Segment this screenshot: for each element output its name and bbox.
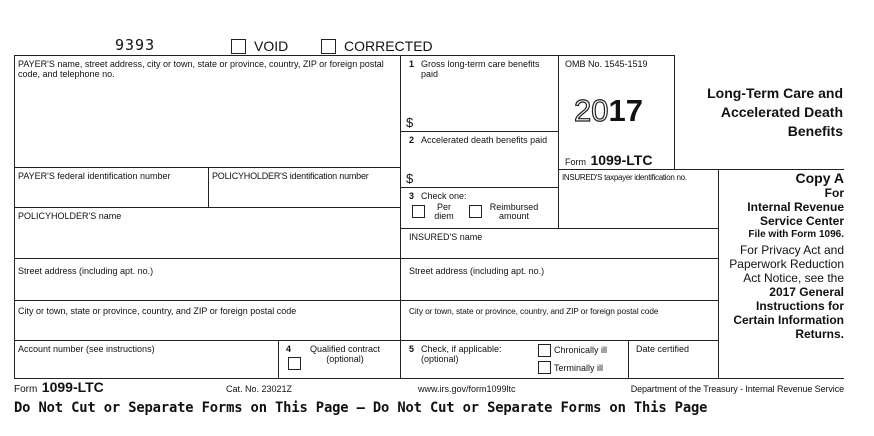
box2-label: Accelerated death benefits paid bbox=[421, 135, 548, 145]
grid-line bbox=[718, 169, 719, 378]
policyholder-name-label: POLICYHOLDER'S name bbox=[18, 211, 122, 221]
policyholder-city-label: City or town, state or province, country, and ZIP or foreign postal code bbox=[18, 306, 297, 316]
grid-line bbox=[208, 167, 209, 207]
void-checkbox[interactable] bbox=[231, 39, 246, 54]
copy-irs-center: Internal Revenue Service Center bbox=[747, 200, 844, 228]
copy-instructions: 2017 General Instructions for Certain Information Returns. bbox=[733, 285, 844, 341]
box1-currency: $ bbox=[406, 115, 414, 130]
form-id-prefix: Form bbox=[565, 157, 586, 167]
grid-line bbox=[14, 55, 15, 378]
box3-number: 3 bbox=[409, 191, 415, 201]
copy-heading: Copy A bbox=[795, 170, 844, 186]
footer-form-name: 1099-LTC bbox=[41, 379, 104, 395]
box2-number: 2 bbox=[409, 135, 415, 145]
per-diem-label: Per diem bbox=[434, 202, 454, 221]
copy-file-with: File with Form 1096. bbox=[748, 229, 844, 240]
box5-label: Check, if applicable: (optional) bbox=[421, 344, 502, 364]
box1-number: 1 bbox=[409, 59, 415, 69]
per-diem-checkbox[interactable] bbox=[412, 205, 425, 218]
copy-for: For bbox=[824, 186, 844, 200]
box4-label: Qualified contract (optional) bbox=[309, 344, 381, 364]
grid-line bbox=[558, 228, 718, 229]
grid-line bbox=[14, 167, 400, 168]
footer-url: www.irs.gov/form1099ltc bbox=[418, 384, 516, 394]
do-not-cut-banner: Do Not Cut or Separate Forms on This Page — Do Not Cut or Separate Forms on This Page bbox=[14, 400, 708, 416]
grid-line bbox=[14, 207, 400, 208]
grid-line bbox=[400, 228, 558, 229]
grid-line bbox=[628, 340, 629, 378]
grid-line bbox=[400, 187, 558, 188]
grid-line bbox=[278, 340, 279, 378]
footer-form-prefix: Form bbox=[14, 384, 38, 395]
footer-cat-no: Cat. No. 23021Z bbox=[226, 384, 293, 394]
chronically-ill-checkbox[interactable] bbox=[538, 344, 551, 357]
terminally-ill-label: Terminally ill bbox=[554, 363, 604, 373]
grid-line bbox=[400, 55, 401, 378]
form-top-border bbox=[14, 55, 674, 56]
tax-year-bold: 17 bbox=[608, 93, 643, 128]
policyholder-street-label: Street address (including apt. no.) bbox=[18, 266, 154, 276]
date-certified-label: Date certified bbox=[636, 344, 690, 354]
void-label: VOID bbox=[254, 38, 289, 54]
corrected-checkbox[interactable] bbox=[321, 39, 336, 54]
footer-form-id bbox=[14, 379, 104, 397]
box2-currency: $ bbox=[406, 171, 414, 186]
grid-line bbox=[14, 300, 718, 301]
qualified-contract-checkbox[interactable] bbox=[288, 357, 301, 370]
account-number-label: Account number (see instructions) bbox=[18, 344, 155, 354]
box5-number: 5 bbox=[409, 344, 415, 354]
form-bottom-border bbox=[14, 378, 844, 379]
insured-city-label: City or town, state or province, country, and ZIP or foreign postal code bbox=[409, 306, 659, 316]
grid-line bbox=[674, 55, 675, 169]
copy-notice: For Privacy Act and Paperwork Reduction Act Notice, see the bbox=[729, 243, 844, 285]
insured-street-label: Street address (including apt. no.) bbox=[409, 266, 545, 276]
grid-line bbox=[14, 340, 718, 341]
box1-label: Gross long-term care benefits paid bbox=[421, 59, 540, 79]
form-title: Long-Term Care and Accelerated Death Benefits bbox=[707, 85, 843, 139]
form-id bbox=[565, 152, 652, 170]
insured-name-label: INSURED'S name bbox=[409, 232, 483, 242]
grid-line bbox=[14, 258, 718, 259]
corrected-label: CORRECTED bbox=[344, 38, 433, 54]
grid-line bbox=[558, 55, 559, 228]
tax-year-light: 20 bbox=[574, 93, 609, 128]
terminally-ill-checkbox[interactable] bbox=[538, 361, 551, 374]
form-id-name: 1099-LTC bbox=[590, 152, 653, 168]
copy-a-block bbox=[722, 170, 844, 341]
insured-tin-label: INSURED'S taxpayer identification no. bbox=[562, 173, 687, 182]
payer-name-label: PAYER'S name, street address, city or town, state or province, country, ZIP or foreign postal code, and telephone no. bbox=[18, 59, 384, 79]
form-code: 9393 bbox=[115, 36, 156, 54]
policyholder-id-label: POLICYHOLDER'S identification number bbox=[212, 171, 369, 181]
box4-number: 4 bbox=[286, 344, 292, 354]
chronically-ill-label: Chronically ill bbox=[554, 345, 608, 355]
box3-label: Check one: bbox=[421, 191, 467, 201]
reimbursed-amount-checkbox[interactable] bbox=[469, 205, 482, 218]
omb-number: OMB No. 1545-1519 bbox=[565, 59, 648, 69]
payer-fed-id-label: PAYER'S federal identification number bbox=[18, 171, 171, 181]
footer-department: Department of the Treasury - Internal Revenue Service bbox=[630, 384, 844, 394]
grid-line bbox=[400, 131, 558, 132]
reimbursed-amount-label: Reimbursed amount bbox=[489, 202, 539, 221]
tax-year bbox=[574, 94, 643, 128]
